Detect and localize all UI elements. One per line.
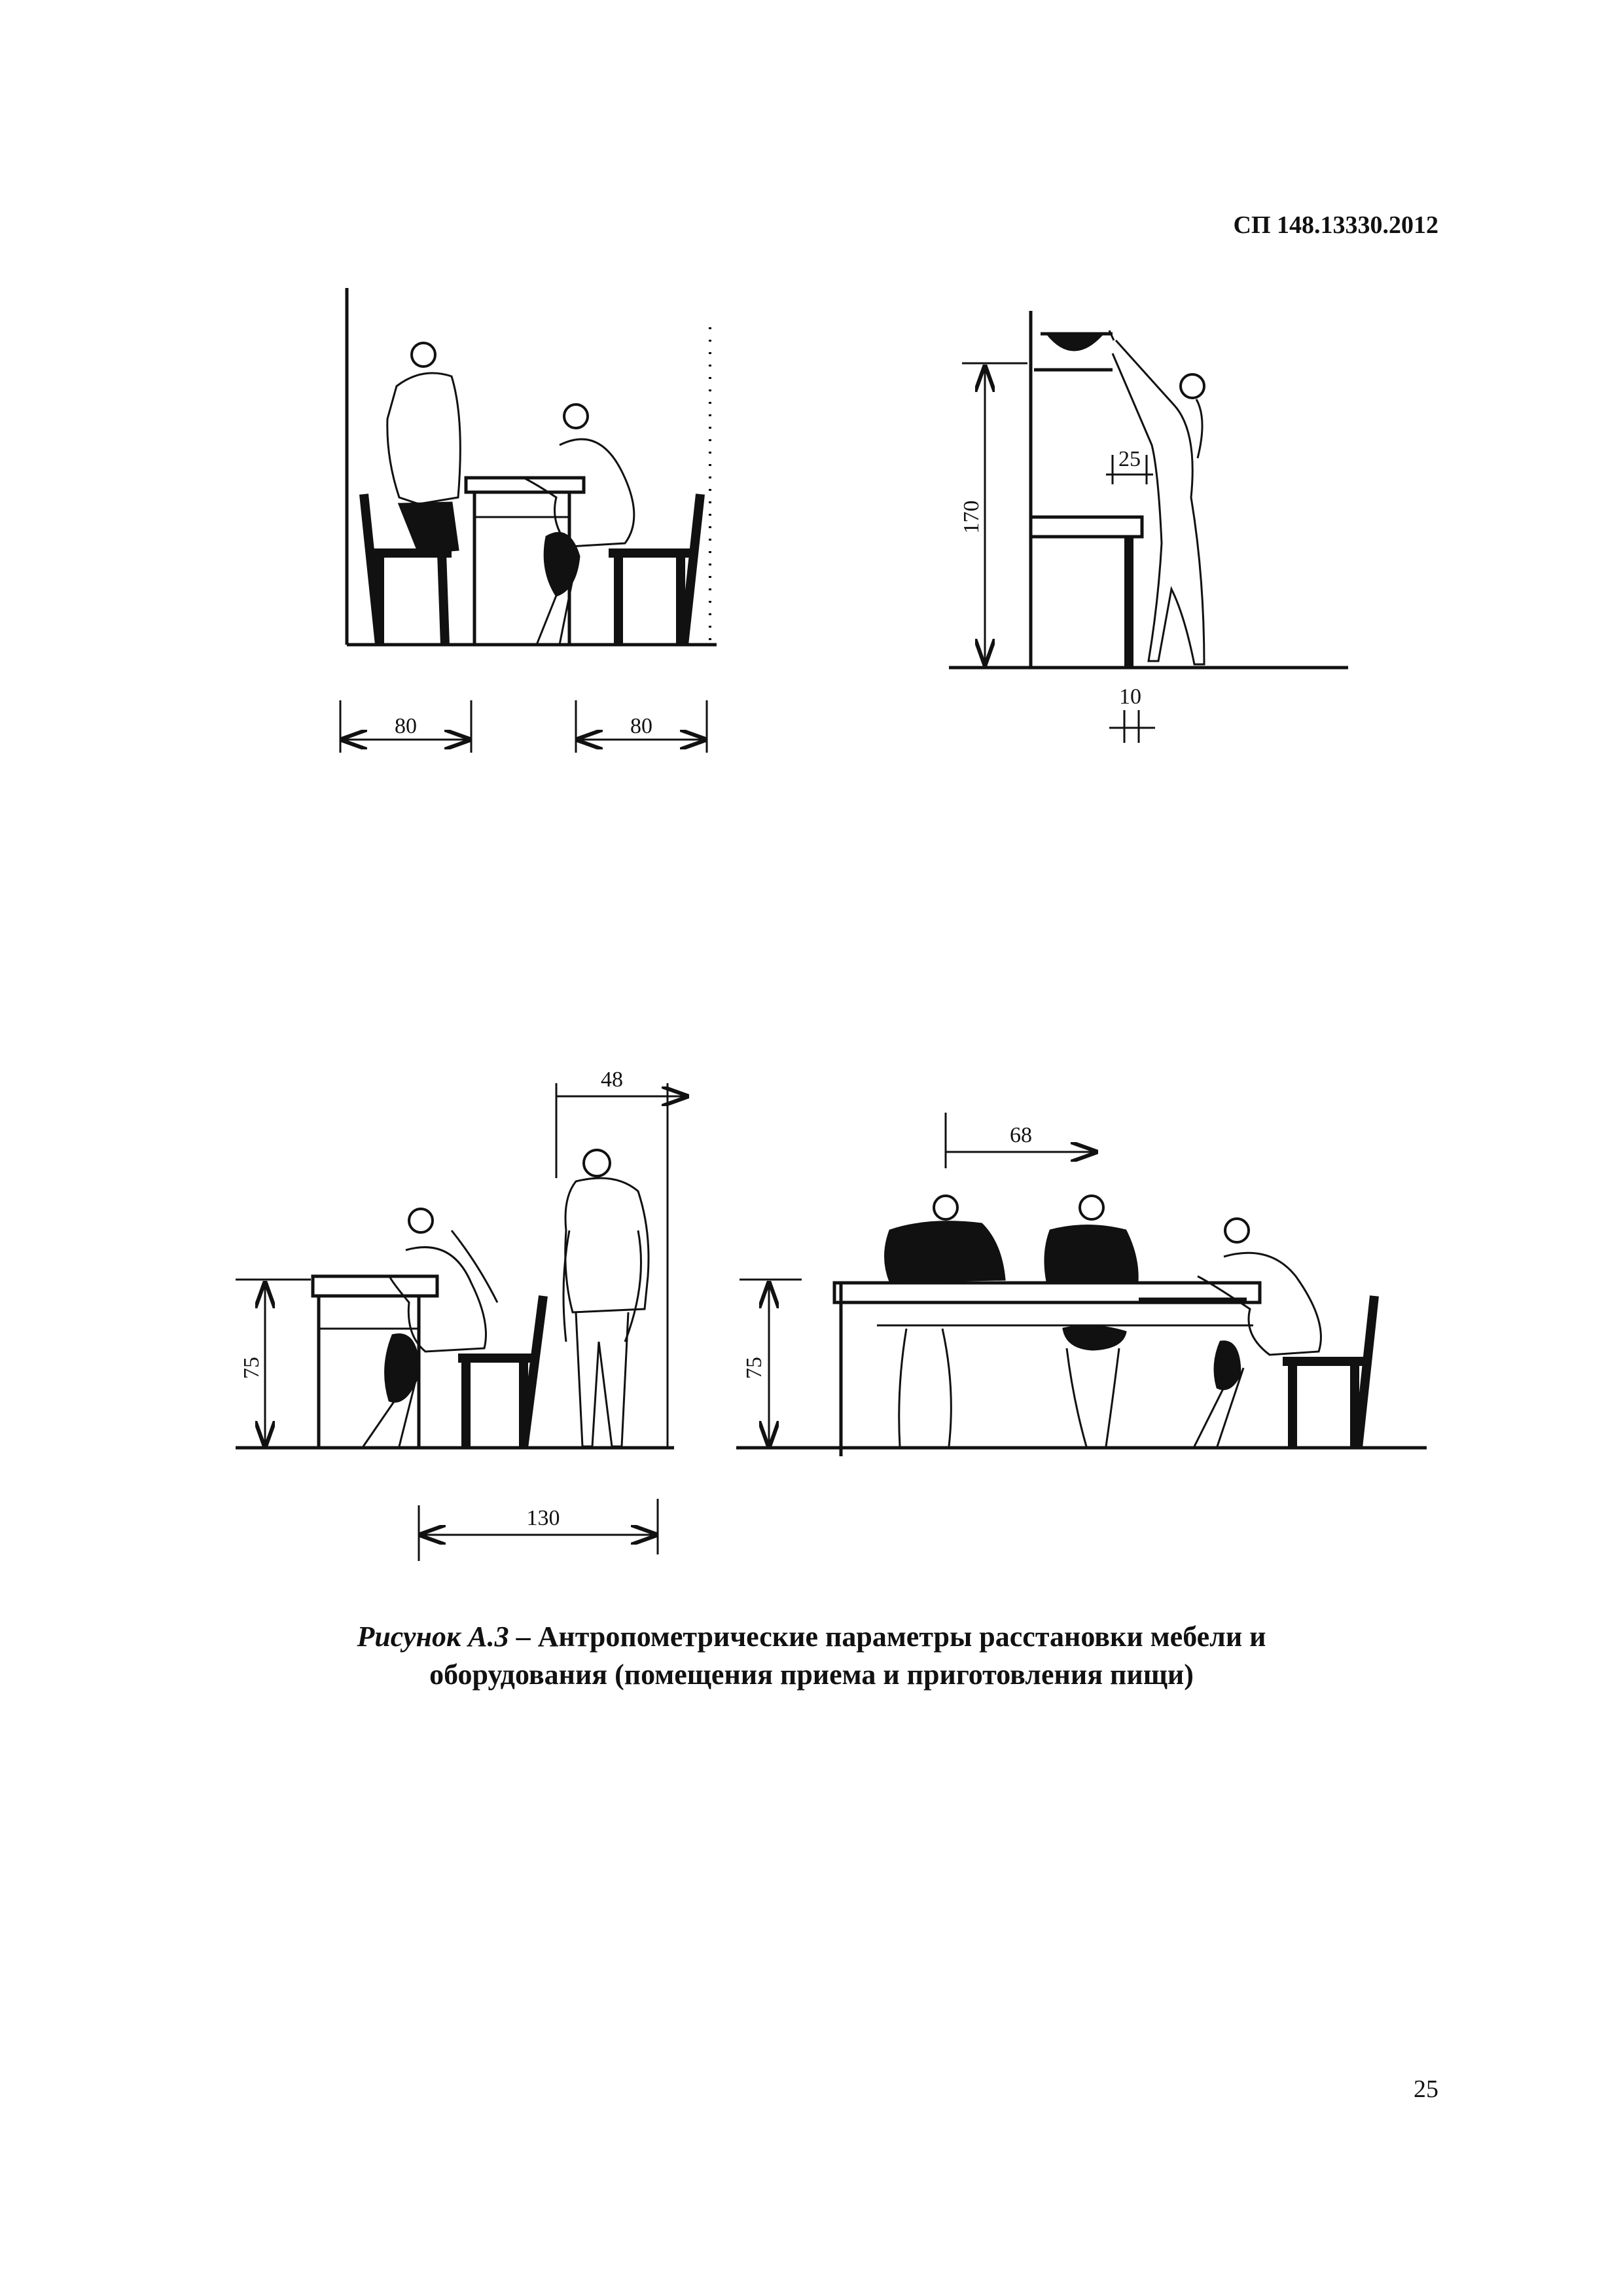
- dim-80-left: 80: [395, 714, 417, 738]
- dim-25: 25: [1118, 447, 1141, 471]
- standing-person: [387, 343, 461, 553]
- caption-dash: –: [508, 1621, 538, 1653]
- dim-170: 170: [959, 500, 984, 534]
- dim-75-left: 75: [240, 1357, 264, 1379]
- caption-line-2: оборудования (помещения приема и приготовления пищи): [429, 1659, 1194, 1691]
- long-table: [834, 1283, 1260, 1456]
- panel-dining-table-chairs: [340, 288, 717, 753]
- dim-68: 68: [1010, 1123, 1032, 1147]
- figure-caption: [0, 1618, 1623, 1694]
- seated-person-dark-1: [885, 1196, 1005, 1446]
- standing-person-2: [563, 1150, 649, 1446]
- dim-130: 130: [526, 1506, 560, 1530]
- seated-person-dark-2: [1045, 1196, 1137, 1446]
- chair-panel4: [1283, 1296, 1374, 1448]
- dim-80-right: 80: [630, 714, 652, 738]
- seated-person-right: [1194, 1219, 1321, 1446]
- chair-panel3: [458, 1296, 543, 1448]
- panel-kitchen-shelf-reach: [949, 311, 1348, 743]
- caption-line-1: [0, 1618, 1623, 1656]
- panel-table-passage: [236, 1067, 687, 1561]
- document-code: СП 148.13330.2012: [1233, 211, 1438, 239]
- caption-text-1: Антропометрические параметры расстановки мебели и: [537, 1621, 1266, 1653]
- figure-label: Рисунок А.3: [357, 1621, 509, 1653]
- panel-long-table: [736, 1113, 1427, 1456]
- dim-10: 10: [1119, 685, 1141, 709]
- chair-right: [609, 494, 700, 645]
- page-number: 25: [1414, 2075, 1438, 2103]
- dim-48: 48: [601, 1067, 623, 1092]
- dim-75-right: 75: [742, 1357, 766, 1379]
